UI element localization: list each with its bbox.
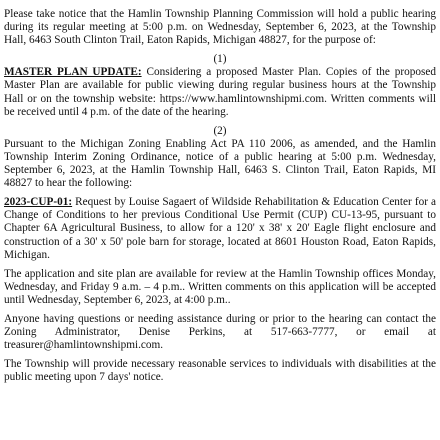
- accessibility-paragraph: The Township will provide necessary reasonable services to individuals with disabilities at the public meeting upon 7 days' notice.: [4, 358, 436, 384]
- notice-intro-paragraph: Please take notice that the Hamlin Township Planning Commission will hold a public hearing during its regular meeting at 5:00 p.m. on Wednesday, September 6, 2023, at the Township Hall, 6463 South Clinton Trail, Eaton Rapids, Michigan 48827, for the purpose of:: [4, 8, 436, 47]
- contact-paragraph: Anyone having questions or needing assistance during or prior to the hearing can contact the Zoning Administrator, Denise Perkins, at 517-663-7777, or email at treasurer@hamlintownshipmi.com.: [4, 312, 436, 352]
- item-2-number: (2): [213, 124, 227, 137]
- cup-case-text: Request by Louise Sagaert of Wildside Rehabilitation & Education Center for a Change of Conditions to her previous Conditional Use Permit (CUP) CU-13-95, pursuant to Chapter 6A Agricultural Business, to allow for a 120' x 38' x 20' Eagle flight enclosure and construction of a 30' x 50' pole barn for storage, located at 8601 Houston Road, Eaton Rapids, Michigan.: [4, 196, 436, 261]
- review-paragraph: The application and site plan are available for review at the Hamlin Township offices Monday, Wednesday, and Friday 9 a.m. – 4 p.m.. Written comments on this application will be accepted until Wednesday, September 6, 2023, at 4:00 p.m..: [4, 267, 436, 306]
- master-plan-heading: MASTER PLAN UPDATE:: [4, 66, 142, 79]
- master-plan-text: Considering a proposed Master Plan. Copies of the proposed Master Plan are available for public viewing during regular business hours at the Township Hall or on the township website: https://www.hamlintownshipmi.com. Written comments will be received until 4 p.m. of the date of the hearing.: [4, 66, 437, 118]
- cup-request-paragraph: [4, 196, 436, 261]
- master-plan-paragraph: [4, 66, 436, 118]
- public-hearing-notice: [4, 8, 436, 390]
- cup-case-heading: 2023-CUP-01:: [4, 196, 73, 209]
- zoning-notice-paragraph: Pursuant to the Michigan Zoning Enabling Act PA 110 2006, as amended, and the Hamlin Township Interim Zoning Ordinance, notice of a public hearing at 5:00 p.m. Wednesday, September 6, 2023, at the Hamlin Township Hall, 6463 S. Clinton Trail, Eaton Rapids, MI 48827 to hear the following:: [4, 137, 436, 190]
- item-1-number: (1): [213, 53, 227, 66]
